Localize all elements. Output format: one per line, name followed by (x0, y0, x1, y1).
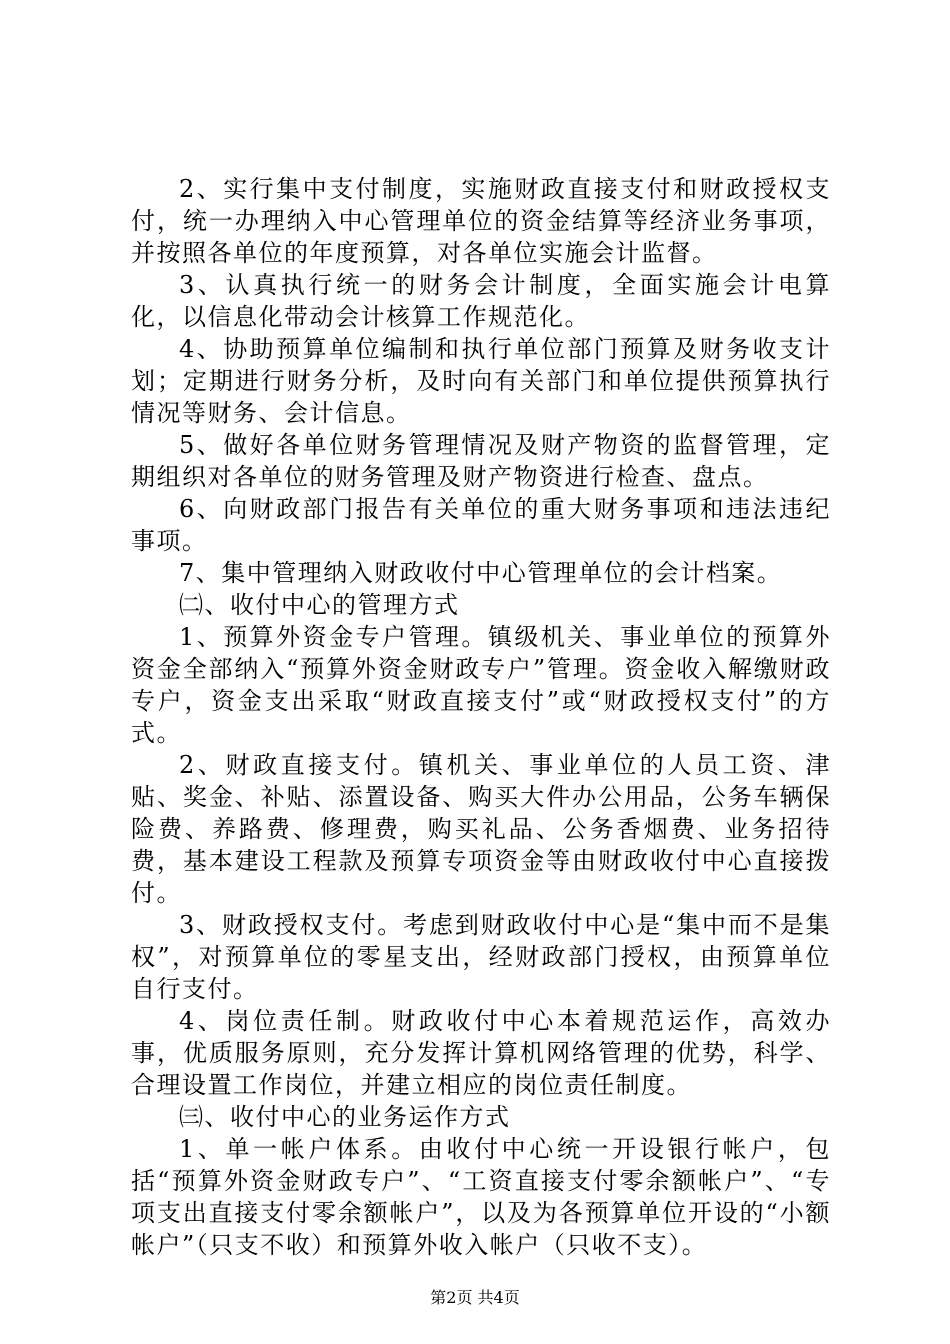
section-heading-management: ㈡、收付中心的管理方式 (179, 591, 460, 619)
paragraph-direct-payment: 2、财政直接支付。镇机关、事业单位的人员工资、津贴、奖金、补贴、添置设备、购买大件办公用品，公务车辆保险费、养路费、修理费，购买礼品、公务香烟费、业务招待费，基本建设工程款及预算专项资金等由财政收付中心直接拨付。 (131, 751, 831, 907)
paragraph-item-5: 5、做好各单位财务管理情况及财产物资的监督管理，定期组织对各单位的财务管理及财产物资进行检查、盘点。 (131, 431, 831, 491)
paragraph-extra-budget-account: 1、预算外资金专户管理。镇级机关、事业单位的预算外资金全部纳入“预算外资金财政专户”管理。资金收入解缴财政专户，资金支出采取“财政直接支付”或“财政授权支付”的方式。 (131, 623, 831, 747)
paragraph-item-6: 6、向财政部门报告有关单位的重大财务事项和违法违纪事项。 (131, 495, 831, 555)
paragraph-item-4: 4、协助预算单位编制和执行单位部门预算及财务收支计划；定期进行财务分析，及时向有关部门和单位提供预算执行情况等财务、会计信息。 (131, 335, 831, 427)
paragraph-item-2: 2、实行集中支付制度，实施财政直接支付和财政授权支付，统一办理纳入中心管理单位的资金结算等经济业务事项，并按照各单位的年度预算，对各单位实施会计监督。 (131, 175, 831, 267)
paragraph-item-7: 7、集中管理纳入财政收付中心管理单位的会计档案。 (179, 559, 783, 587)
section-heading-operation: ㈢、收付中心的业务运作方式 (179, 1103, 511, 1131)
paragraph-single-account: 1、单一帐户体系。由收付中心统一开设银行帐户，包括“预算外资金财政专户”、“工资直接支付零余额帐户”、“专项支出直接支付零余额帐户”，以及为各预算单位开设的“小额帐户”（只支不收）和预算外收入帐户（只收不支）。 (131, 1135, 831, 1259)
paragraph-authorized-payment: 3、财政授权支付。考虑到财政收付中心是“集中而不是集权”，对预算单位的零星支出，经财政部门授权，由预算单位自行支付。 (131, 911, 831, 1003)
paragraph-job-responsibility: 4、岗位责任制。财政收付中心本着规范运作，高效办事，优质服务原则，充分发挥计算机网络管理的优势，科学、合理设置工作岗位，并建立相应的岗位责任制度。 (131, 1007, 831, 1099)
paragraph-item-3: 3、认真执行统一的财务会计制度，全面实施会计电算化，以信息化带动会计核算工作规范化。 (131, 271, 831, 331)
page-number-footer: 第2页 共4页 (430, 1288, 520, 1307)
document-body (131, 173, 831, 1261)
